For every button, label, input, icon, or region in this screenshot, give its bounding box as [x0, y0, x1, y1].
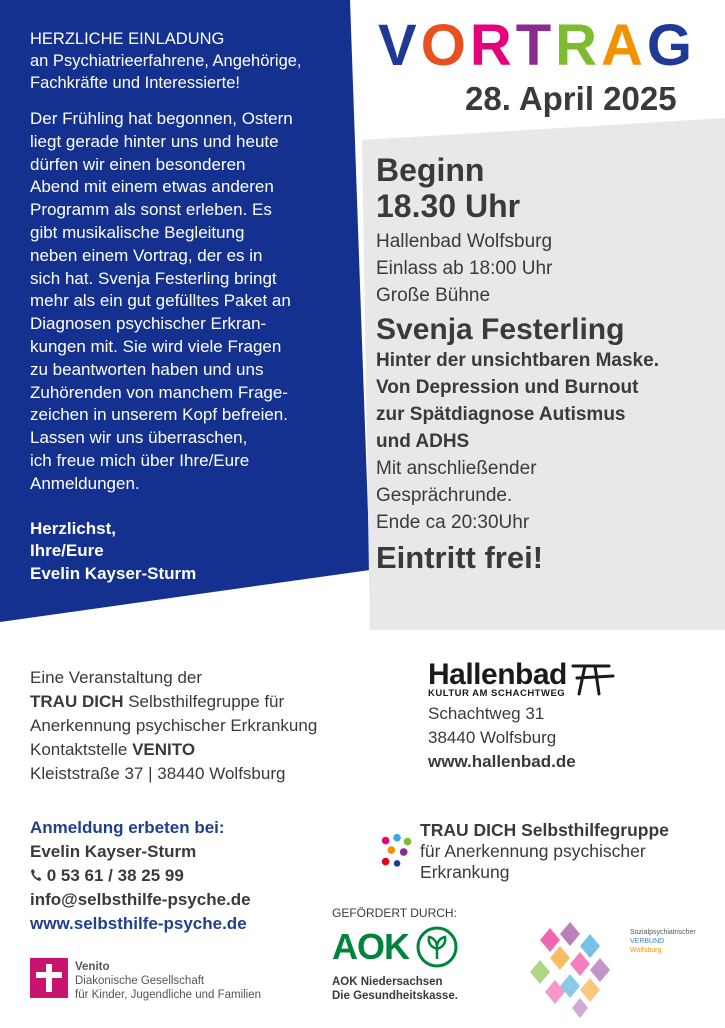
registration-email[interactable]: info@selbsthilfe-psyche.de — [30, 890, 251, 909]
title-letter: R — [555, 13, 602, 78]
topic-line: und ADHS — [376, 431, 470, 452]
svb-line-2: VERBUND — [630, 938, 665, 945]
venito-cross-icon — [30, 958, 68, 998]
topic-line: Von Depression und Burnout — [376, 377, 639, 398]
body-line: Anmeldungen. — [30, 473, 140, 493]
begin-time: 18.30 Uhr — [376, 188, 521, 224]
aok-line-1: AOK Niedersachsen — [332, 976, 443, 988]
signoff-line-1: Herzlichst, — [30, 518, 116, 538]
body-line: Lassen wir uns überraschen, — [30, 428, 248, 448]
aok-caption — [332, 975, 458, 1003]
title-letter: V — [378, 13, 421, 78]
organizer-line: Eine Veranstaltung der — [30, 668, 203, 687]
aok-tree-icon — [415, 925, 459, 969]
traudich-logo — [378, 820, 725, 883]
audience-line-1: an Psychiatrieerfahrene, Angehörige, — [30, 52, 302, 70]
event-details — [376, 152, 706, 576]
registration-label: Anmeldung erbeten bei: — [30, 818, 225, 837]
body-line: liegt gerade hinter uns und heute — [30, 131, 279, 151]
venito-line: Diakonische Gesellschaft — [75, 975, 205, 987]
registration-phone-row — [30, 864, 251, 888]
title-letter: G — [646, 13, 697, 78]
organizer-address: Kleiststraße 37 | 38440 Wolfsburg — [30, 764, 286, 783]
hallenbad-city: 38440 Wolfsburg — [428, 728, 557, 747]
hallenbad-web-link[interactable]: www.hallenbad.de — [428, 752, 576, 771]
admission-time: Einlass ab 18:00 Uhr — [376, 258, 553, 279]
title-letter: O — [420, 13, 470, 78]
body-line: gibt musikalische Begleitung — [30, 222, 245, 242]
after-line: Mit anschließender — [376, 458, 537, 479]
organizer-line: Anerkennung psychischer Erkrankung — [30, 716, 318, 735]
page-title — [378, 14, 696, 78]
body-line: zeichen in unserem Kopf befreien. — [30, 405, 288, 425]
speaker-name: Svenja Festerling — [376, 313, 625, 346]
invitation-body — [30, 108, 340, 496]
hallenbad-tagline: KULTUR AM SCHACHTWEG — [428, 688, 566, 699]
svb-line-3: Wolfsburg — [630, 947, 662, 954]
audience-line-2: Fachkräfte und Interessierte! — [30, 74, 241, 92]
hallenbad-address — [428, 702, 576, 774]
traudich-line-2: für Anerkennung psychischer Erkrankung — [420, 841, 646, 882]
svb-diamond-logo-icon — [530, 918, 630, 1018]
sponsor-label: GEFÖRDERT DURCH: — [332, 906, 457, 920]
topic-line: zur Spätdiagnose Autismus — [376, 404, 626, 425]
registration-phone[interactable]: 0 53 61 / 38 25 99 — [46, 866, 184, 885]
body-line: Der Frühling hat begonnen, Ostern — [30, 109, 293, 128]
invitation-text — [30, 28, 340, 600]
phone-icon — [30, 868, 42, 882]
hallenbad-name: Hallenbad — [428, 658, 567, 691]
aok-logo — [332, 925, 459, 969]
body-line: neben einem Vortrag, der es in — [30, 245, 263, 265]
registration-info — [30, 816, 251, 936]
begin-label: Beginn — [376, 152, 485, 188]
registration-name: Evelin Kayser-Sturm — [30, 842, 197, 861]
title-letter: R — [469, 13, 516, 78]
body-line: Abend mit einem etwas anderen — [30, 177, 274, 197]
event-date: 28. April 2025 — [465, 80, 677, 117]
organizer-line: Kontaktstelle — [30, 740, 133, 759]
body-line: sich hat. Svenja Festerling bringt — [30, 268, 277, 288]
venito-name: Venito — [75, 961, 110, 973]
body-line: Zuhörenden von manchem Frage- — [30, 382, 288, 402]
body-line: dürfen wir einen besonderen — [30, 154, 246, 174]
signoff-name: Evelin Kayser-Sturm — [30, 564, 197, 584]
venito-line: für Kinder, Jugendliche und Familien — [75, 989, 262, 1001]
body-line: zu beantworten haben und uns — [30, 359, 264, 379]
aok-line-2: Die Gesundheitskasse. — [332, 990, 458, 1002]
after-line: Ende ca 20:30Uhr — [376, 512, 530, 533]
hallenbad-emblem-icon — [569, 660, 615, 696]
aok-wordmark: AOK — [332, 926, 409, 967]
svb-line-1: Sozialpsychiatrischer — [630, 929, 696, 936]
colorful-hearts-icon — [378, 832, 418, 872]
body-line: ich freue mich über Ihre/Eure — [30, 450, 250, 470]
invitation-heading: HERZLICHE EINLADUNG — [30, 30, 225, 48]
hallenbad-logo — [428, 660, 615, 699]
venito-text — [75, 960, 261, 1002]
organizer-info — [30, 666, 317, 786]
hallenbad-street: Schachtweg 31 — [428, 704, 545, 723]
signoff-line-2: Ihre/Eure — [30, 541, 104, 561]
title-letter: A — [601, 13, 647, 78]
organizer-group-name: TRAU DICH — [30, 692, 124, 711]
title-letter: T — [515, 13, 556, 78]
registration-web-link[interactable]: www.selbsthilfe-psyche.de — [30, 914, 247, 933]
body-line: mehr als ein gut gefülltes Paket an — [30, 291, 291, 311]
traudich-line-1: TRAU DICH Selbsthilfegruppe — [420, 820, 669, 840]
free-entry: Eintritt frei! — [376, 540, 544, 575]
organizer-line: Selbsthilfegruppe für — [123, 692, 285, 711]
body-line: Programm als sonst erleben. Es — [30, 200, 272, 220]
venue: Hallenbad Wolfsburg — [376, 231, 553, 252]
body-line: Diagnosen psychischer Erkran- — [30, 314, 267, 334]
svb-text — [630, 928, 696, 955]
topic-line: Hinter der unsichtbaren Maske. — [376, 350, 659, 371]
after-line: Gesprächrunde. — [376, 485, 513, 506]
body-line: kungen mit. Sie wird viele Fragen — [30, 336, 282, 356]
stage: Große Bühne — [376, 285, 491, 306]
organizer-venito: VENITO — [132, 740, 196, 759]
